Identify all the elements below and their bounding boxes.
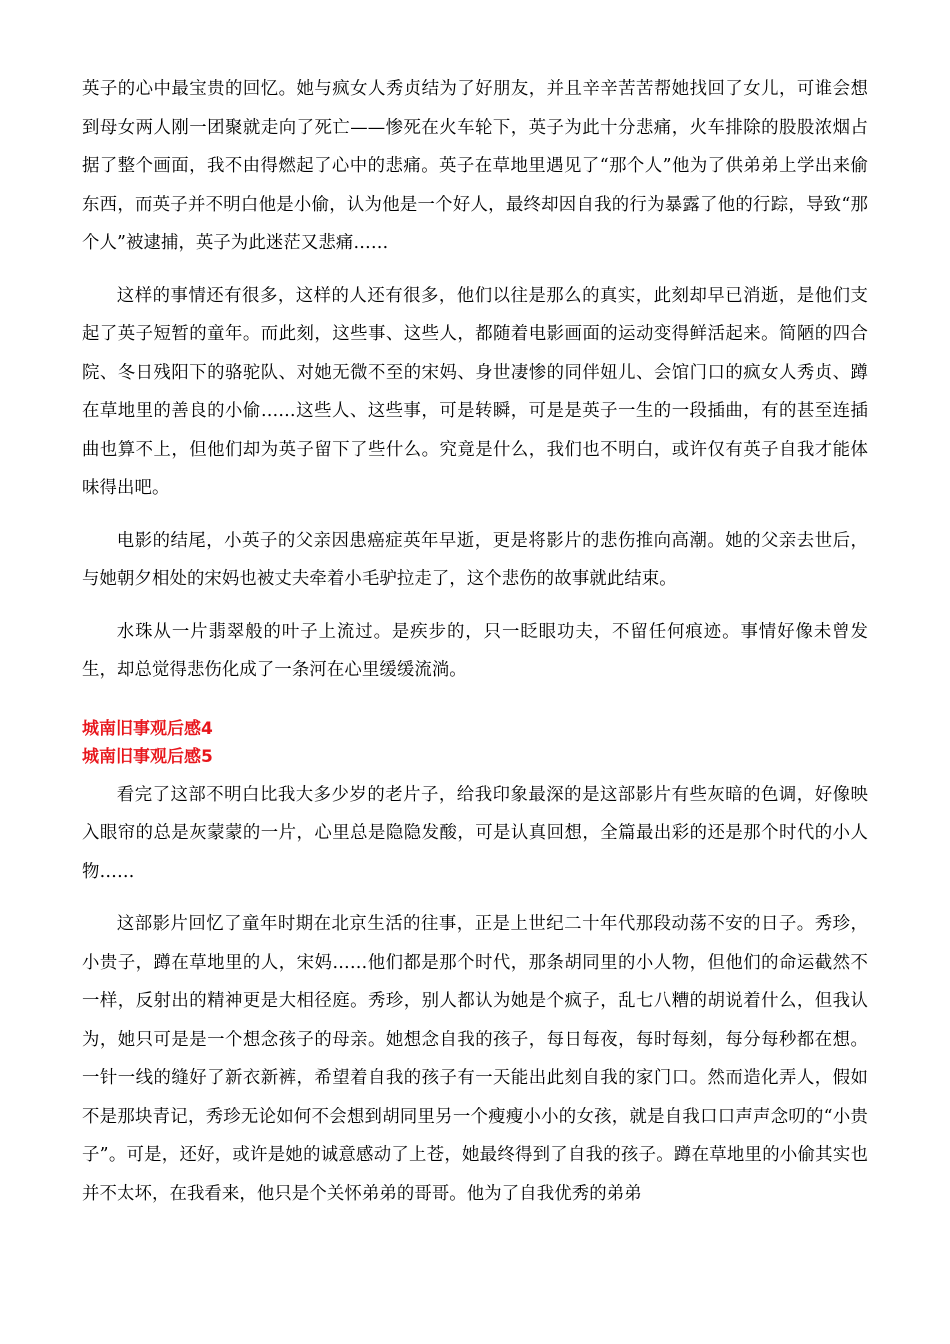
section-heading-5: 城南旧事观后感5 xyxy=(82,746,213,767)
paragraph-3: 电影的结尾，小英子的父亲因患癌症英年早逝，更是将影片的悲伤推向高潮。她的父亲去世后，与她朝夕相处的宋妈也被丈夫牵着小毛驴拉走了，这个悲伤的故事就此结束。 xyxy=(82,530,868,589)
paragraph-6: 这部影片回忆了童年时期在北京生活的往事，正是上世纪二十年代那段动荡不安的日子。秀珍，小贵子，蹲在草地里的人，宋妈……他们都是那个时代，那条胡同里的小人物，但他们的命运截然不一样，反射出的精神更是大相径庭。秀珍，别人都认为她是个疯子，乱七八糟的胡说着什么，但我认为，她只可是是一个想念孩子的母亲。她想念自我的孩子，每日每夜，每时每刻，每分每秒都在想。一针一线的缝好了新衣新裤，希望着自我的孩子有一天能出此刻自我的家门口。然而造化弄人，假如不是那块青记，秀珍无论如何不会想到胡同里另一个瘦瘦小小的女孩，就是自我口口声声念叨的“小贵子”。可是，还好，或许是她的诚意感动了上苍，她最终得到了自我的孩子。蹲在草地里的小偷其实也并不太坏，在我看来，他只是个关怀弟弟的哥哥。他为了自我优秀的弟弟 xyxy=(82,914,868,1204)
paragraph-5: 看完了这部不明白比我大多少岁的老片子，给我印象最深的是这部影片有些灰暗的色调，好像映入眼帘的总是灰蒙蒙的一片，心里总是隐隐发酸，可是认真回想，全篇最出彩的还是那个时代的小人物…… xyxy=(82,784,868,882)
paragraph-1: 英子的心中最宝贵的回忆。她与疯女人秀贞结为了好朋友，并且辛辛苦苦帮她找回了女儿，可谁会想到母女两人刚一团聚就走向了死亡——惨死在火车轮下，英子为此十分悲痛，火车排除的股股浓烟占据了整个画面，我不由得燃起了心中的悲痛。英子在草地里遇见了“那个人”他为了供弟弟上学出来偷东西，而英子并不明白他是小偷，认为他是一个好人，最终却因自我的行为暴露了他的行踪，导致“那个人”被逮捕，英子为此迷茫又悲痛…… xyxy=(82,79,868,253)
document-page xyxy=(82,70,868,1213)
paragraph-4: 水珠从一片翡翠般的叶子上流过。是疾步的，只一眨眼功夫，不留任何痕迹。事情好像未曾发生，却总觉得悲伤化成了一条河在心里缓缓流淌。 xyxy=(82,621,868,680)
section-heading-4: 城南旧事观后感4 xyxy=(82,718,213,739)
paragraph-2: 这样的事情还有很多，这样的人还有很多，他们以往是那么的真实，此刻却早已消逝，是他们支起了英子短暂的童年。而此刻，这些事、这些人，都随着电影画面的运动变得鲜活起来。简陋的四合院、冬日残阳下的骆驼队、对她无微不至的宋妈、身世凄惨的同伴妞儿、会馆门口的疯女人秀贞、蹲在草地里的善良的小偷……这些人、这些事，可是转瞬，可是是英子一生的一段插曲，有的甚至连插曲也算不上，但他们却为英子留下了些什么。究竟是什么，我们也不明白，或许仅有英子自我才能体味得出吧。 xyxy=(82,285,868,498)
